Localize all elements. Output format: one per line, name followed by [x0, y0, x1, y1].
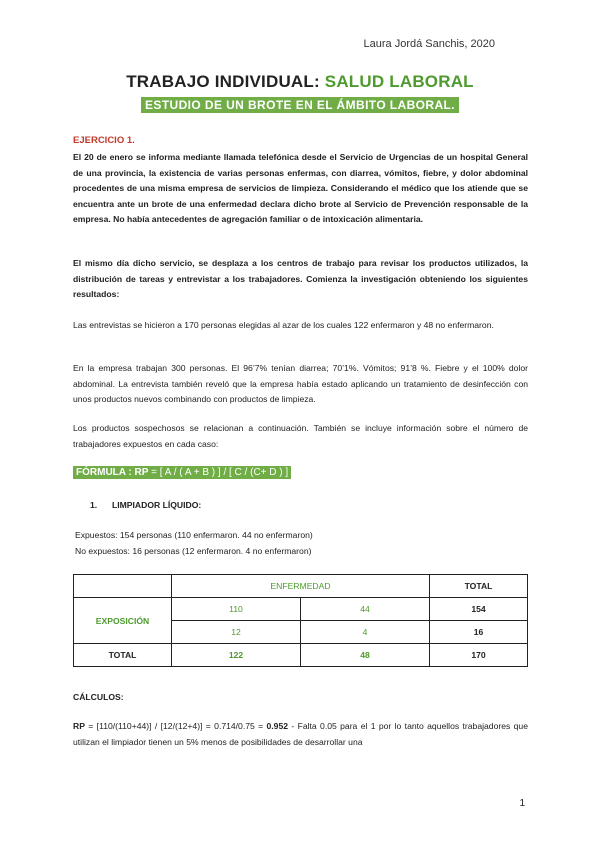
- total-not-ill: 48: [301, 644, 430, 667]
- page-title: [0, 72, 600, 92]
- not-exposed-line: No expuestos: 16 personas (12 enfermaron. 4 no enfermaron): [75, 546, 312, 556]
- table-total-row: [74, 644, 528, 667]
- p1-date: 20: [84, 152, 94, 162]
- contingency-table: [73, 574, 528, 667]
- rp-formula: = [110/(110+44)] / [12/(12+4)] = 0.714/0.75 =: [84, 721, 267, 731]
- header-total: TOTAL: [430, 575, 528, 598]
- formula-expression: = [ A / ( A + B ) ] / [ C / (C+ D ) ]: [148, 467, 289, 478]
- rp-label: RP: [73, 721, 85, 731]
- subtitle-wrap: [0, 96, 600, 114]
- item-1-number: 1.: [90, 500, 98, 510]
- cell-a: 110: [172, 598, 301, 621]
- p1-intro: El: [73, 152, 85, 162]
- paragraph-2: El mismo día dicho servicio, se desplaza a los centros de trabajo para revisar los productos utilizados, la distribución de tareas y entrevistar a los trabajadores. Comienza la investigación obteniendo los siguientes resultados:: [73, 258, 528, 299]
- exercise-heading: EJERCICIO 1.: [73, 135, 135, 146]
- subtitle: ESTUDIO DE UN BROTE EN EL ÁMBITO LABORAL.: [141, 97, 459, 113]
- paragraph-5: Los productos sospechosos se relacionan a continuación. También se incluye información sobre el número de trabajadores expuestos en cada caso:: [73, 423, 528, 449]
- page-number: 1: [519, 798, 525, 809]
- total-label: TOTAL: [74, 644, 172, 667]
- row-label-exposure: EXPOSICIÓN: [74, 598, 172, 644]
- table-row: [74, 598, 528, 621]
- paragraph-3: Las entrevistas se hicieron a 170 personas elegidas al azar de los cuales 122 enfermaron y 48 no enfermaron.: [73, 320, 494, 330]
- calculations-heading: CÁLCULOS:: [73, 692, 124, 702]
- formula-box: [73, 466, 291, 479]
- cell-c: 12: [172, 621, 301, 644]
- paragraph-4: En la empresa trabajan 300 personas. El 96’7% tenían diarrea; 70’1%. Vómitos; 91’8 %. Fiebre y el 100% dolor abdominal. La entrevista también reveló que la empresa había estado aplicando un tratamiento de desinfección con unos productos nuevos combinando con productos de limpieza.: [73, 363, 528, 404]
- table-header-row: [74, 575, 528, 598]
- p1-body: de enero se informa mediante llamada telefónica desde el Servicio de Urgencias de un hospital General de una provincia, la existencia de varias personas enfermas, con diarrea, vómitos, fiebre, y dolor abdominal procedentes de una misma empresa de servicios de limpieza. Considerando el médico que los atiende que se encuentra ante un brote de una enfermedad declara dicho brote al Servicio de Prevención responsable de la empresa. No había antecedentes de agregación familiar o de intoxicación alimentaria.: [73, 152, 528, 224]
- cell-row1-total: 154: [430, 598, 528, 621]
- title-highlight: SALUD LABORAL: [324, 72, 474, 91]
- grand-total: 170: [430, 644, 528, 667]
- header-disease: ENFERMEDAD: [172, 575, 430, 598]
- total-ill: 122: [172, 644, 301, 667]
- exposed-line: Expuestos: 154 personas (110 enfermaron. 44 no enfermaron): [75, 530, 313, 540]
- item-1-title: LIMPIADOR LÍQUIDO:: [112, 500, 202, 510]
- cell-row2-total: 16: [430, 621, 528, 644]
- author-line: Laura Jordá Sanchis, 2020: [363, 38, 495, 50]
- cell-b: 44: [301, 598, 430, 621]
- paragraph-1: [73, 150, 528, 228]
- item-1-heading: [90, 500, 201, 510]
- table-empty-cell: [74, 575, 172, 598]
- rp-interpretation: - Falta 0.05 para el 1 por lo tanto aquellos trabajadores que utilizan el limpiador tienen un 5% menos de posibilidades de desarrollar una: [73, 721, 528, 747]
- calculation-paragraph: [73, 719, 528, 750]
- cell-d: 4: [301, 621, 430, 644]
- title-prefix: TRABAJO INDIVIDUAL:: [126, 72, 325, 91]
- rp-value: 0.952: [266, 721, 289, 731]
- formula-label: FÓRMULA : RP: [76, 467, 149, 478]
